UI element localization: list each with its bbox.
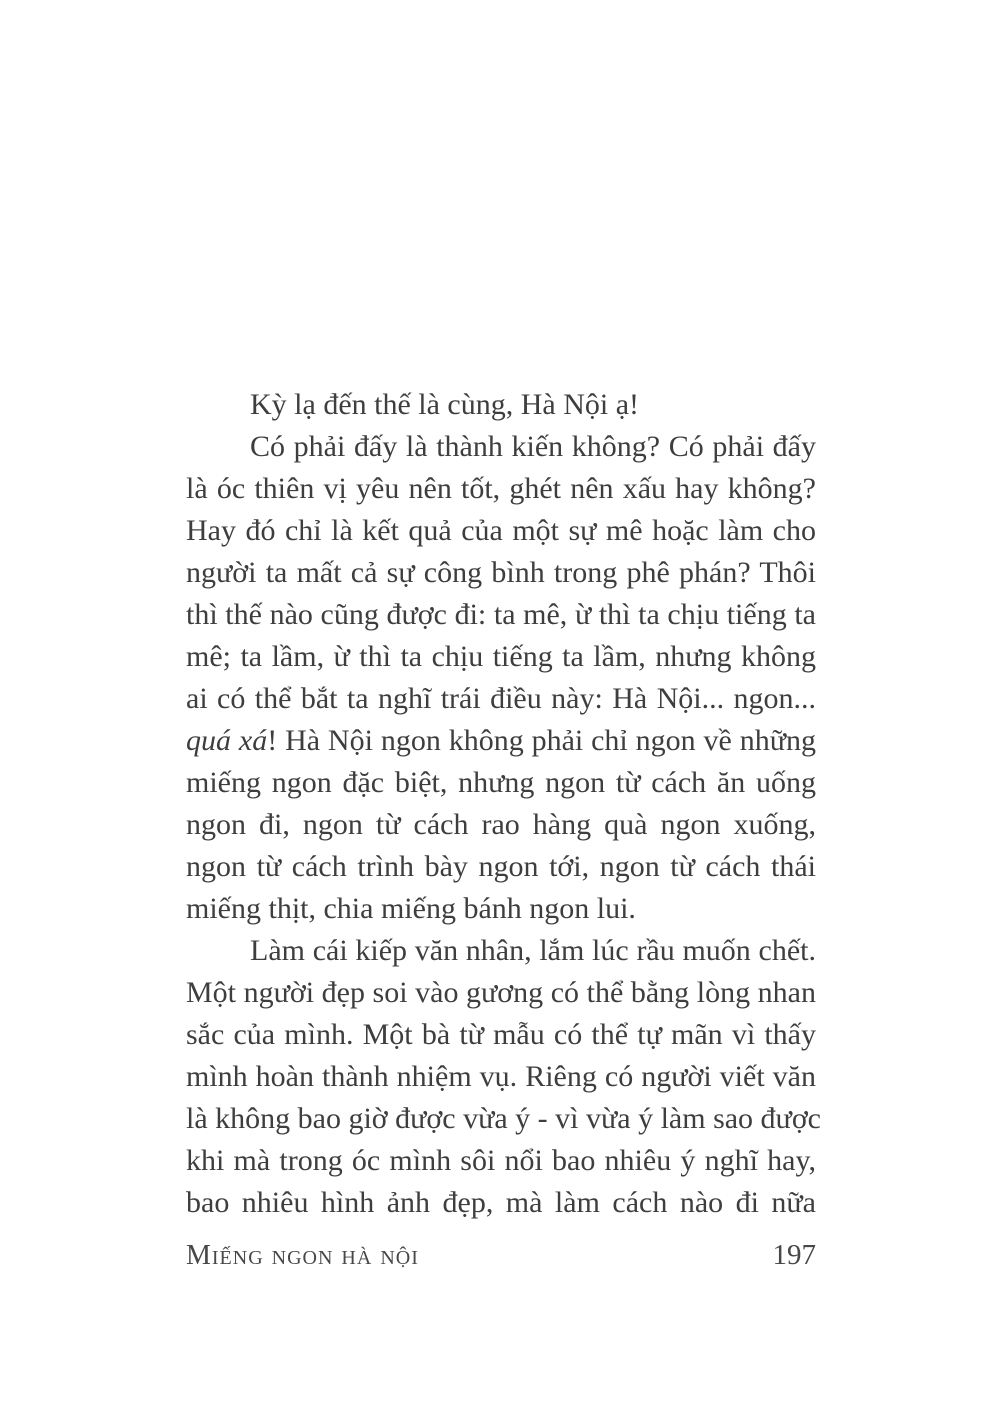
text-line: Kỳ lạ đến thế là cùng, Hà Nội ạ! xyxy=(250,388,640,421)
text-line: thì thế nào cũng được đi: ta mê, ừ thì ta chịu tiếng ta xyxy=(186,598,816,631)
text-line: miếng thịt, chia miếng bánh ngon lui. xyxy=(186,892,636,925)
page-footer xyxy=(186,1239,816,1272)
page-number: 197 xyxy=(772,1239,816,1271)
text-line: miếng ngon đặc biệt, nhưng ngon từ cách ăn uống xyxy=(186,766,816,799)
text-line: sắc của mình. Một bà từ mẫu có thể tự mãn vì thấy xyxy=(186,1018,816,1051)
text-line: là không bao giờ được vừa ý - vì vừa ý làm sao được xyxy=(186,1102,821,1135)
text-line: Có phải đấy là thành kiến không? Có phải đấy xyxy=(250,430,816,463)
text-line: người ta mất cả sự công bình trong phê phán? Thôi xyxy=(186,556,816,589)
text-line: mê; ta lầm, ừ thì ta chịu tiếng ta lầm, nhưng không xyxy=(186,640,816,673)
text-line: khi mà trong óc mình sôi nổi bao nhiêu ý nghĩ hay, xyxy=(186,1144,816,1177)
text-line: ai có thể bắt ta nghĩ trái điều này: Hà Nội... ngon... xyxy=(186,682,816,715)
running-title: Miếng ngon hà nội xyxy=(186,1240,419,1271)
text-line: bao nhiêu hình ảnh đẹp, mà làm cách nào đi nữa xyxy=(186,1186,816,1219)
text-line: Làm cái kiếp văn nhân, lắm lúc rầu muốn chết. xyxy=(250,934,816,967)
italic-phrase: quá xá xyxy=(186,724,268,757)
text-line: ngon từ cách trình bày ngon tới, ngon từ cách thái xyxy=(186,850,816,883)
text-line: ngon đi, ngon từ cách rao hàng quà ngon xuống, xyxy=(186,808,816,841)
body-text xyxy=(186,384,821,1224)
text-line: Hay đó chỉ là kết quả của một sự mê hoặc làm cho xyxy=(186,514,816,547)
text-line: Một người đẹp soi vào gương có thể bằng lòng nhan xyxy=(186,976,816,1009)
text-line xyxy=(186,720,816,762)
text-line: mình hoàn thành nhiệm vụ. Riêng có người viết văn xyxy=(186,1060,816,1093)
text-line: là óc thiên vị yêu nên tốt, ghét nên xấu hay không? xyxy=(186,472,816,505)
text-line-rest: ! Hà Nội ngon không phải chỉ ngon về những xyxy=(267,724,816,757)
